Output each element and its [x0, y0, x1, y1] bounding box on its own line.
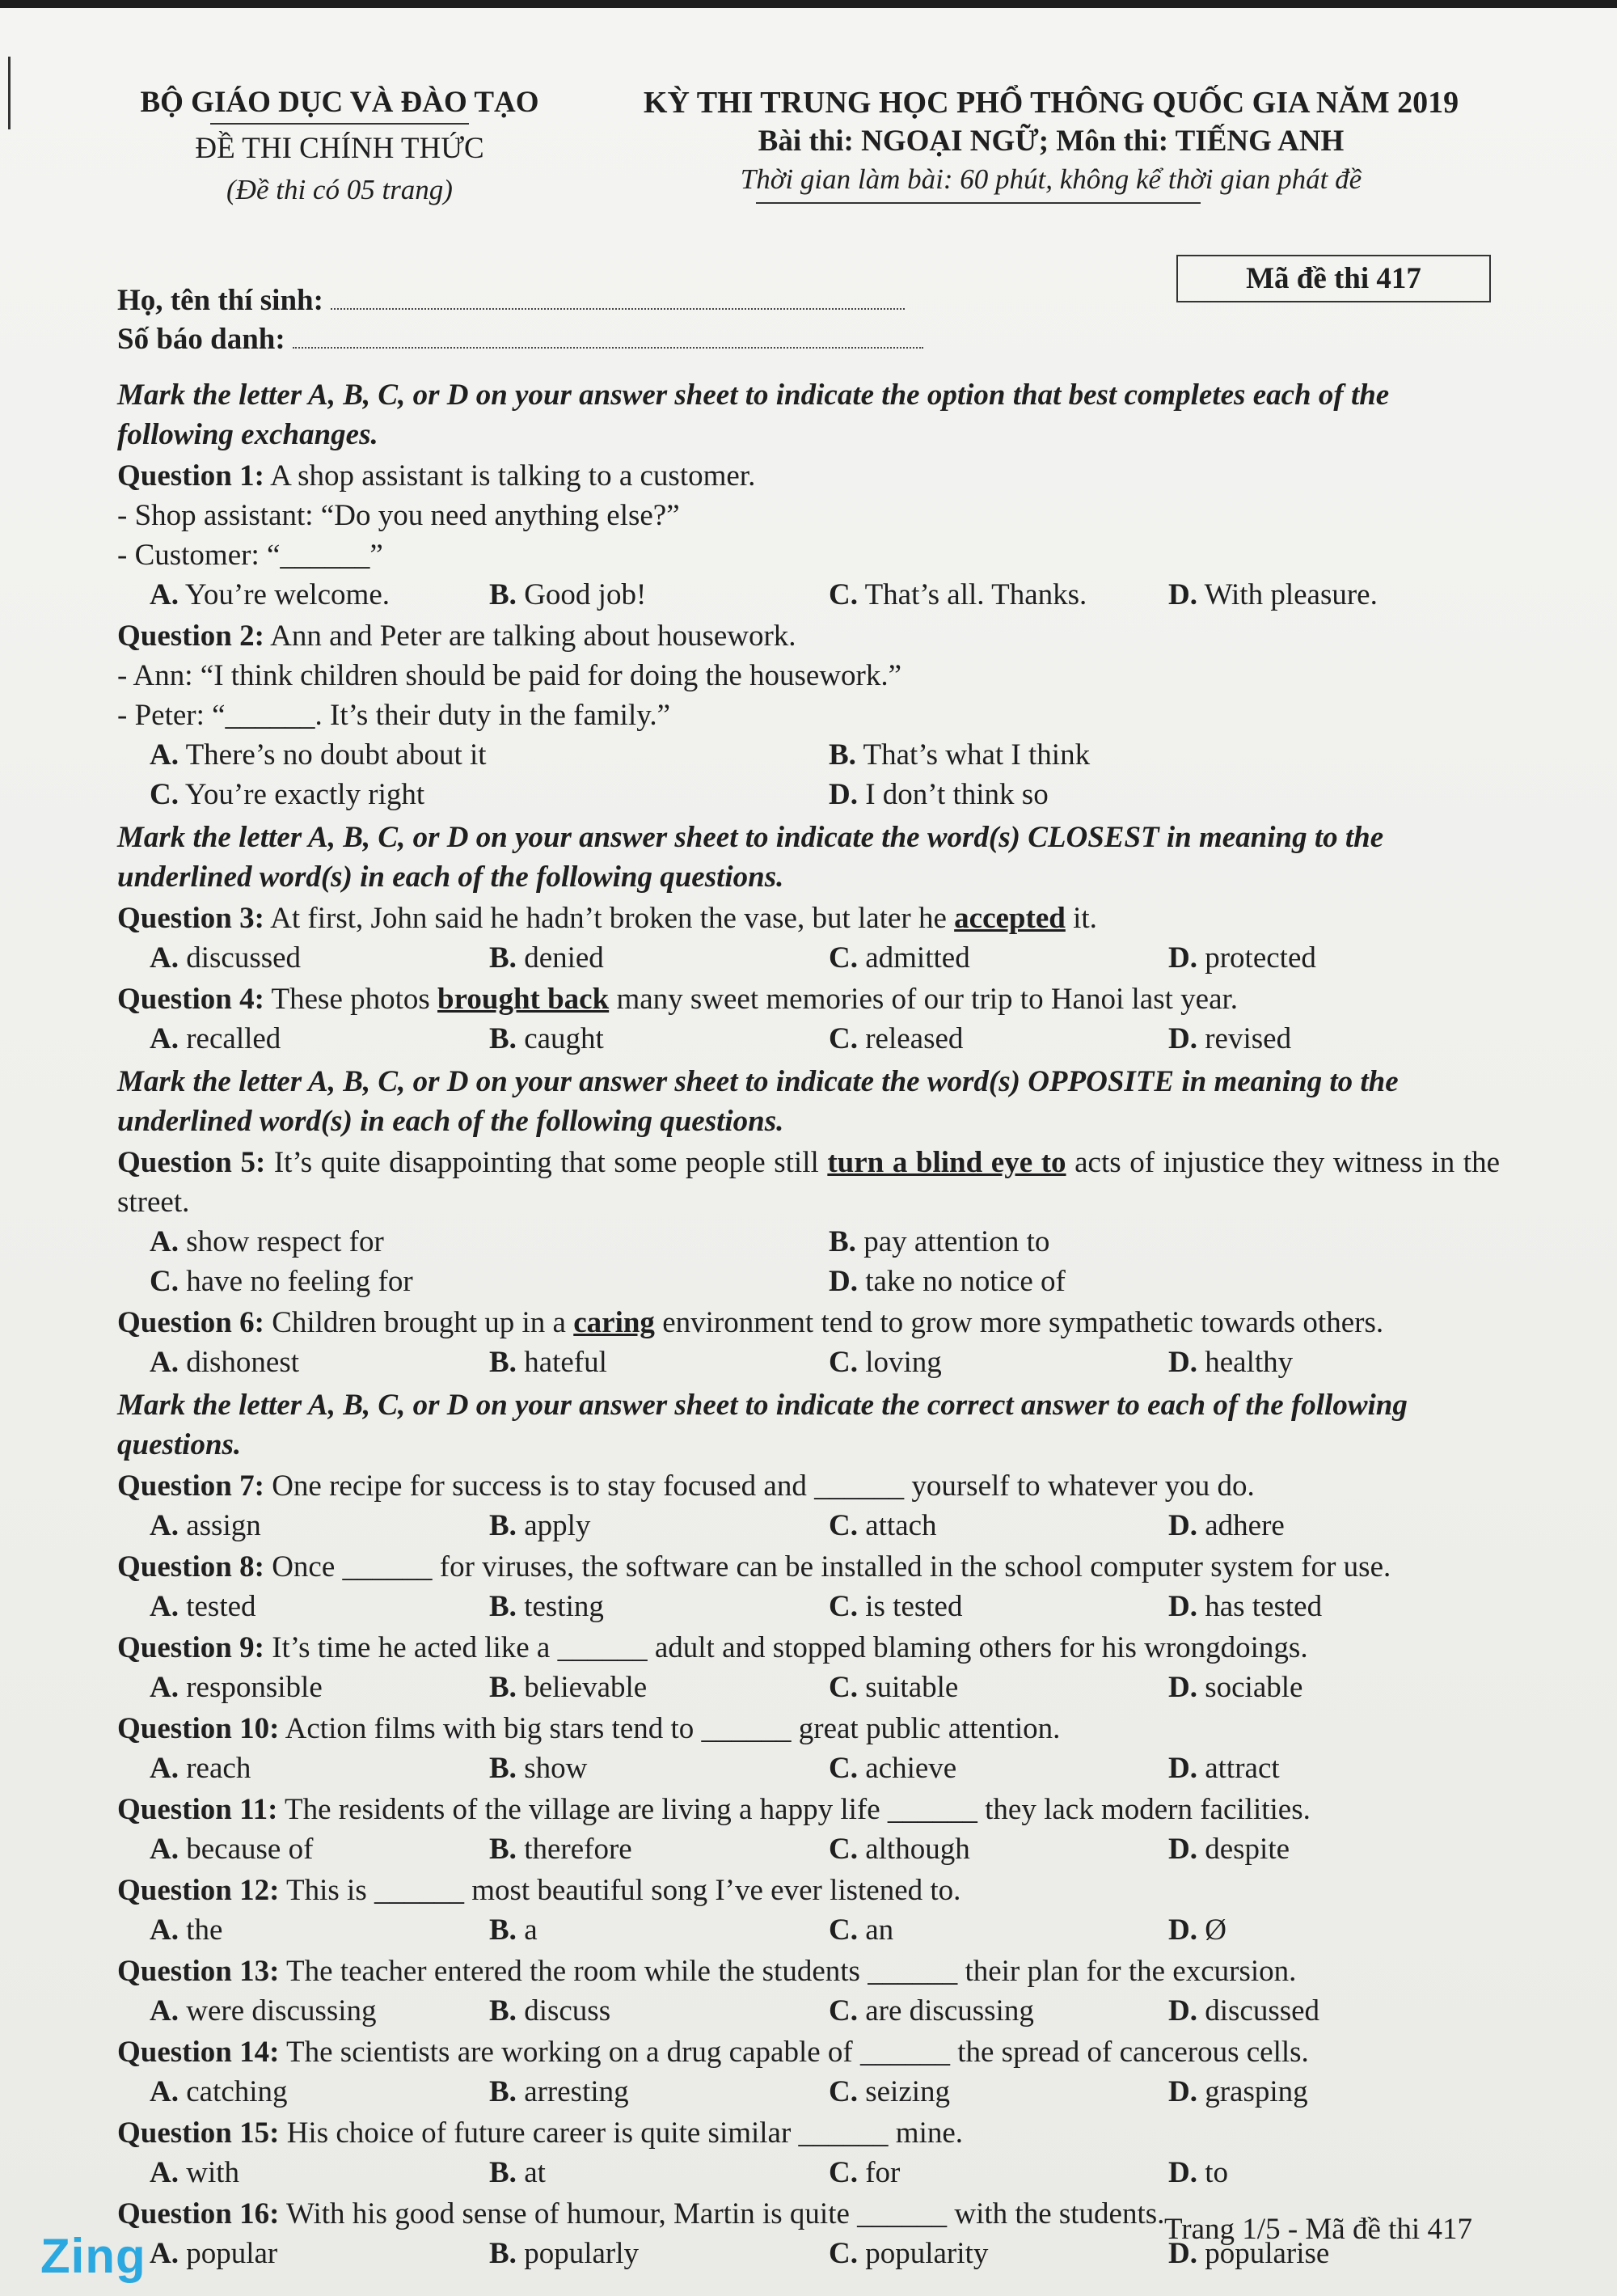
question-1: [117, 456, 1500, 496]
question-label: Question 2:: [117, 619, 264, 653]
official-label: ĐỀ THI CHÍNH THỨC: [195, 132, 484, 165]
candidate-name-line: [117, 283, 905, 318]
option-d[interactable]: D. attract: [1168, 1752, 1280, 1785]
question-stem: The teacher entered the room while the students ______ their plan for the excursion.: [279, 1955, 1297, 1988]
option-a[interactable]: A. assign: [150, 1509, 261, 1542]
option-a[interactable]: A. responsible: [150, 1671, 323, 1704]
option-a[interactable]: A. show respect for: [150, 1225, 384, 1258]
candidate-id-dots: [293, 342, 923, 349]
candidate-name-label: Họ, tên thí sinh:: [117, 284, 323, 317]
option-a[interactable]: A. You’re welcome.: [150, 578, 391, 611]
options-row: [117, 1587, 1500, 1626]
question-label: Question 11:: [117, 1793, 278, 1826]
option-b[interactable]: B. hateful: [489, 1346, 607, 1379]
underlined-word: accepted: [954, 902, 1066, 935]
question-stem: The scientists are working on a drug capable of ______ the spread of cancerous cells.: [279, 2036, 1309, 2069]
ministry-name: BỘ GIÁO DỤC VÀ ĐÀO TẠO: [140, 86, 539, 119]
exam-duration: Thời gian làm bài: 60 phút, không kể thời gian phát đề: [740, 163, 1362, 195]
exam-page: [0, 8, 1617, 2296]
option-d[interactable]: D. take no notice of: [829, 1265, 1066, 1298]
option-a[interactable]: A. tested: [150, 1590, 256, 1623]
question-stem: His choice of future career is quite similar ______ mine.: [279, 2116, 964, 2150]
question-6: [117, 1303, 1500, 1343]
question-15: [117, 2113, 1500, 2153]
option-d[interactable]: D. popularise: [1168, 2237, 1330, 2270]
question-2: [117, 616, 1500, 656]
page-footer: Trang 1/5 - Mã đề thi 417: [1164, 2213, 1472, 2246]
option-c[interactable]: C. released: [829, 1022, 964, 1055]
option-d[interactable]: D. discussed: [1168, 1994, 1320, 2027]
option-a[interactable]: A. with: [150, 2156, 240, 2189]
pages-note: (Đề thi có 05 trang): [226, 174, 453, 205]
question-3: [117, 899, 1500, 938]
option-c[interactable]: C. achieve: [829, 1752, 957, 1785]
candidate-id-label: Số báo danh:: [117, 323, 285, 356]
question-stem-end: it.: [1065, 902, 1097, 935]
options-row: [117, 2072, 1500, 2112]
question-9: [117, 1628, 1500, 1668]
option-a[interactable]: A. There’s no doubt about it: [150, 738, 487, 772]
option-a[interactable]: A. popular: [150, 2237, 278, 2270]
option-c[interactable]: C. That’s all. Thanks.: [829, 578, 1087, 611]
option-d[interactable]: D. sociable: [1168, 1671, 1303, 1704]
option-d[interactable]: D. With pleasure.: [1168, 578, 1378, 611]
question-stem: A shop assistant is talking to a customer.: [264, 459, 756, 493]
question-12: [117, 1871, 1500, 1910]
question-label: Question 13:: [117, 1955, 280, 1988]
question-stem: Children brought up in a: [264, 1306, 574, 1339]
candidate-id-line: [117, 322, 923, 357]
header-right-rule: [756, 202, 1201, 204]
options-row: [117, 1019, 1500, 1059]
option-c[interactable]: C. popularity: [829, 2237, 989, 2270]
option-c[interactable]: C. loving: [829, 1346, 942, 1379]
underlined-word: brought back: [437, 983, 610, 1016]
option-a[interactable]: A. were discussing: [150, 1994, 377, 2027]
zing-logo: Zing: [40, 2229, 146, 2283]
option-b[interactable]: B. testing: [489, 1590, 604, 1623]
option-c[interactable]: C. an: [829, 1913, 894, 1947]
option-a[interactable]: A. the: [150, 1913, 223, 1947]
option-c[interactable]: C. suitable: [829, 1671, 959, 1704]
option-b[interactable]: B. Good job!: [489, 578, 647, 611]
option-a[interactable]: A. recalled: [150, 1022, 281, 1055]
question-label: Question 16:: [117, 2197, 280, 2230]
question-stem: Ann and Peter are talking about housework.: [264, 619, 796, 653]
underlined-word: caring: [573, 1306, 655, 1339]
option-c[interactable]: C. attach: [829, 1509, 937, 1542]
option-a[interactable]: A. dishonest: [150, 1346, 300, 1379]
question-label: Question 6:: [117, 1306, 264, 1339]
header-right: [610, 85, 1492, 204]
options-row: [117, 1506, 1500, 1545]
option-c[interactable]: C. is tested: [829, 1590, 963, 1623]
option-b[interactable]: B. apply: [489, 1509, 591, 1542]
instruction-correct-answer: Mark the letter A, B, C, or D on your answer sheet to indicate the correct answer to each of the following questions.: [117, 1389, 1408, 1461]
option-d[interactable]: D. Ø: [1168, 1913, 1226, 1947]
question-4: [117, 979, 1500, 1019]
options-row: [117, 575, 1500, 615]
option-d[interactable]: D. adhere: [1168, 1509, 1285, 1542]
option-d[interactable]: D. I don’t think so: [829, 778, 1049, 811]
option-b[interactable]: B. a: [489, 1913, 538, 1947]
option-c[interactable]: C. admitted: [829, 941, 970, 975]
option-d[interactable]: D. despite: [1168, 1833, 1290, 1866]
option-d[interactable]: D. to: [1168, 2156, 1229, 2189]
question-label: Question 1:: [117, 459, 264, 493]
question-label: Question 9:: [117, 1631, 264, 1664]
exam-header: [0, 85, 1617, 247]
options-row: [117, 1991, 1500, 2031]
option-b[interactable]: B. show: [489, 1752, 588, 1785]
option-c[interactable]: C. have no feeling for: [150, 1265, 413, 1298]
option-b[interactable]: B. pay attention to: [829, 1225, 1050, 1258]
option-c[interactable]: C. although: [829, 1833, 970, 1866]
question-13: [117, 1951, 1500, 1991]
question-stem: With his good sense of humour, Martin is quite ______ with the students.: [279, 2197, 1165, 2230]
options-row: [117, 938, 1500, 978]
exam-subject: Bài thi: NGOẠI NGỮ; Môn thi: TIẾNG ANH: [758, 125, 1345, 158]
options-row: [117, 1829, 1500, 1869]
exam-code-box: Mã đề thi 417: [1176, 255, 1491, 302]
question-label: Question 15:: [117, 2116, 280, 2150]
question-stem-end: many sweet memories of our trip to Hanoi last year.: [609, 983, 1239, 1016]
question-stem: This is ______ most beautiful song I’ve ever listened to.: [279, 1874, 961, 1907]
option-a[interactable]: A. discussed: [150, 941, 302, 975]
question-8: [117, 1547, 1500, 1587]
instruction-closest: Mark the letter A, B, C, or D on your answer sheet to indicate the word(s) CLOSEST in meaning to the underlined word(s) in each of the following questions.: [117, 821, 1384, 894]
candidate-name-dots: [331, 303, 905, 310]
question-label: Question 10:: [117, 1712, 280, 1745]
header-left-rule: [210, 123, 469, 125]
dialog-line: - Shop assistant: “Do you need anything else?”: [117, 499, 680, 532]
options-row: [117, 1910, 1500, 1950]
option-d[interactable]: D. healthy: [1168, 1346, 1294, 1379]
question-stem: It’s time he acted like a ______ adult and stopped blaming others for his wrongdoings.: [264, 1631, 1308, 1664]
question-label: Question 8:: [117, 1550, 264, 1584]
option-d[interactable]: D. has tested: [1168, 1590, 1323, 1623]
instruction-exchanges: Mark the letter A, B, C, or D on your answer sheet to indicate the option that best completes each of the following exchanges.: [117, 378, 1390, 451]
question-stem-end: acts of injustice they witness in the street.: [117, 1146, 1500, 1219]
underlined-word: turn a blind eye to: [827, 1146, 1066, 1179]
question-label: Question 3:: [117, 902, 264, 935]
header-left: [129, 85, 550, 206]
question-label: Question 7:: [117, 1469, 264, 1503]
question-label: Question 4:: [117, 983, 264, 1016]
option-b[interactable]: B. at: [489, 2156, 546, 2189]
options-grid: [117, 735, 1500, 814]
question-stem: It’s quite disappointing that some people still: [265, 1146, 828, 1179]
question-stem: These photos: [264, 983, 438, 1016]
option-a[interactable]: A. catching: [150, 2075, 288, 2108]
instruction-opposite: Mark the letter A, B, C, or D on your answer sheet to indicate the word(s) OPPOSITE in meaning to the underlined word(s) in each of the following questions.: [117, 1065, 1399, 1138]
question-stem: At first, John said he hadn’t broken the vase, but later he: [264, 902, 955, 935]
option-b[interactable]: B. believable: [489, 1671, 648, 1704]
options-row: [117, 1668, 1500, 1707]
option-b[interactable]: B. arresting: [489, 2075, 629, 2108]
question-11: [117, 1790, 1500, 1829]
question-14: [117, 2032, 1500, 2072]
question-label: Question 14:: [117, 2036, 280, 2069]
options-grid: [117, 1222, 1500, 1301]
option-d[interactable]: D. protected: [1168, 941, 1316, 975]
question-10: [117, 1709, 1500, 1748]
question-stem-end: environment tend to grow more sympathetic towards others.: [654, 1306, 1384, 1339]
option-c[interactable]: C. seizing: [829, 2075, 951, 2108]
question-stem: Action films with big stars tend to ______ great public attention.: [279, 1712, 1061, 1745]
question-stem: The residents of the village are living a happy life ______ they lack modern facilities.: [277, 1793, 1311, 1826]
exam-title: KỲ THI TRUNG HỌC PHỔ THÔNG QUỐC GIA NĂM 2019: [643, 86, 1459, 120]
option-a[interactable]: A. because of: [150, 1833, 314, 1866]
option-a[interactable]: A. reach: [150, 1752, 251, 1785]
option-b[interactable]: B. That’s what I think: [829, 738, 1091, 772]
option-b[interactable]: B. discuss: [489, 1994, 611, 2027]
options-row: [117, 1343, 1500, 1382]
question-label: Question 5:: [117, 1146, 266, 1179]
option-c[interactable]: C. are discussing: [829, 1994, 1034, 2027]
question-label: Question 12:: [117, 1874, 280, 1907]
questions-content: [117, 372, 1500, 2273]
question-stem: One recipe for success is to stay focused and ______ yourself to whatever you do.: [264, 1469, 1255, 1503]
dialog-line: - Customer: “______”: [117, 539, 383, 572]
options-row: [117, 2153, 1500, 2192]
question-7: [117, 1466, 1500, 1506]
option-b[interactable]: B. denied: [489, 941, 604, 975]
options-row: [117, 1748, 1500, 1788]
dialog-line: - Ann: “I think children should be paid for doing the housework.”: [117, 659, 902, 692]
option-d[interactable]: D. revised: [1168, 1022, 1292, 1055]
question-5: [117, 1143, 1500, 1222]
option-c[interactable]: C. You’re exactly right: [150, 778, 425, 811]
option-d[interactable]: D. grasping: [1168, 2075, 1308, 2108]
dialog-line: - Peter: “______. It’s their duty in the family.”: [117, 699, 670, 732]
option-b[interactable]: B. popularly: [489, 2237, 639, 2270]
option-b[interactable]: B. therefore: [489, 1833, 632, 1866]
question-stem: Once ______ for viruses, the software can be installed in the school computer system for use.: [264, 1550, 1391, 1584]
option-c[interactable]: C. for: [829, 2156, 901, 2189]
option-b[interactable]: B. caught: [489, 1022, 604, 1055]
